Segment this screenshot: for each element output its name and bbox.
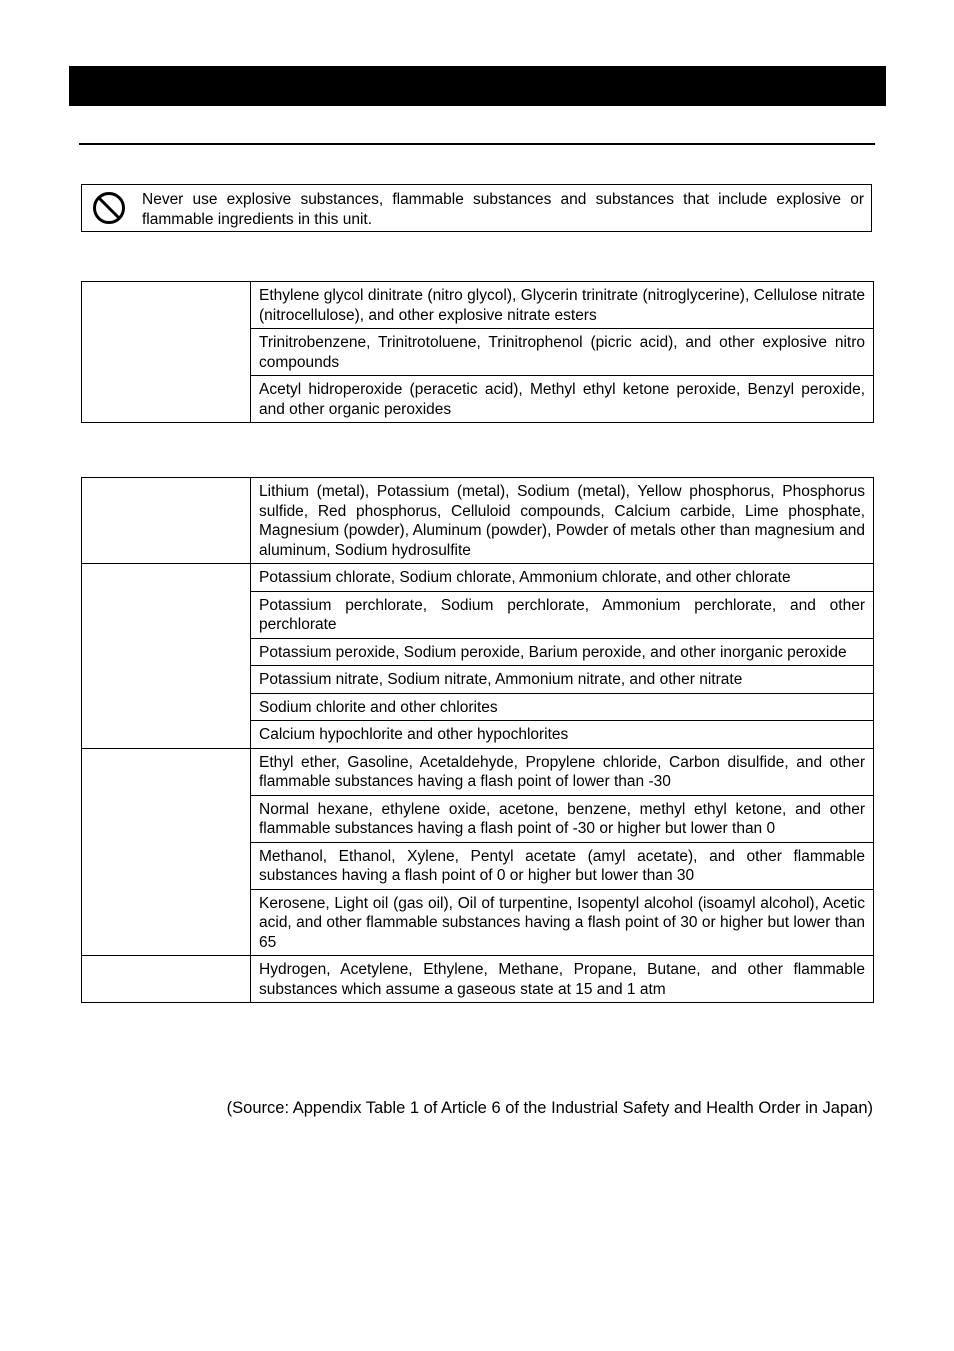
category-cell (82, 282, 251, 423)
substance-cell: Sodium chlorite and other chlorites (251, 693, 874, 721)
header-bar (69, 66, 886, 106)
flammable-substances-table (81, 477, 874, 1003)
substance-cell: Calcium hypochlorite and other hypochlorites (251, 721, 874, 749)
section-divider (79, 143, 875, 145)
warning-box (81, 184, 872, 232)
substance-cell: Ethylene glycol dinitrate (nitro glycol), Glycerin trinitrate (nitroglycerine), Cellulose nitrate (nitrocellulose), and other explosive nitrate esters (251, 282, 874, 329)
substance-cell: Trinitrobenzene, Trinitrotoluene, Trinitrophenol (picric acid), and other explosive nitro compounds (251, 329, 874, 376)
substance-cell: Methanol, Ethanol, Xylene, Pentyl acetate (amyl acetate), and other flammable substances having a flash point of 0 or higher but lower than 30 (251, 842, 874, 889)
source-note: (Source: Appendix Table 1 of Article 6 of the Industrial Safety and Health Order in Japan) (226, 1099, 873, 1117)
category-cell (82, 478, 251, 564)
table-row (82, 564, 874, 592)
substance-cell: Ethyl ether, Gasoline, Acetaldehyde, Propylene chloride, Carbon disulfide, and other flammable substances having a flash point of lower than -30 (251, 748, 874, 795)
substance-cell: Potassium chlorate, Sodium chlorate, Ammonium chlorate, and other chlorate (251, 564, 874, 592)
substance-cell: Potassium perchlorate, Sodium perchlorate, Ammonium perchlorate, and other perchlorate (251, 591, 874, 638)
substance-cell: Potassium nitrate, Sodium nitrate, Ammonium nitrate, and other nitrate (251, 666, 874, 694)
table-row (82, 748, 874, 795)
category-cell (82, 956, 251, 1003)
substance-cell: Potassium peroxide, Sodium peroxide, Barium peroxide, and other inorganic peroxide (251, 638, 874, 666)
category-cell (82, 748, 251, 956)
substance-cell: Hydrogen, Acetylene, Ethylene, Methane, Propane, Butane, and other flammable substances which assume a gaseous state at 15 and 1 atm (251, 956, 874, 1003)
explosive-substances-table (81, 281, 874, 423)
prohibition-icon (92, 191, 126, 225)
substance-cell: Lithium (metal), Potassium (metal), Sodium (metal), Yellow phosphorus, Phosphorus sulfide, Red phosphorus, Celluloid compounds, Calcium carbide, Lime phosphate, Magnesium (powder), Aluminum (powder), Powder of metals other than magnesium and aluminum, Sodium hydrosulfite (251, 478, 874, 564)
substance-cell: Acetyl hidroperoxide (peracetic acid), Methyl ethyl ketone peroxide, Benzyl peroxide, and other organic peroxides (251, 376, 874, 423)
table-row (82, 282, 874, 329)
substance-cell: Kerosene, Light oil (gas oil), Oil of turpentine, Isopentyl alcohol (isoamyl alcohol), Acetic acid, and other flammable substances having a flash point of 30 or higher but lower than 65 (251, 889, 874, 956)
substance-cell: Normal hexane, ethylene oxide, acetone, benzene, methyl ethyl ketone, and other flammable substances having a flash point of -30 or higher but lower than 0 (251, 795, 874, 842)
warning-text: Never use explosive substances, flammable substances and substances that include explosive or flammable ingredients in this unit. (142, 191, 864, 228)
category-cell (82, 564, 251, 749)
table-row (82, 956, 874, 1003)
table-row (82, 478, 874, 564)
